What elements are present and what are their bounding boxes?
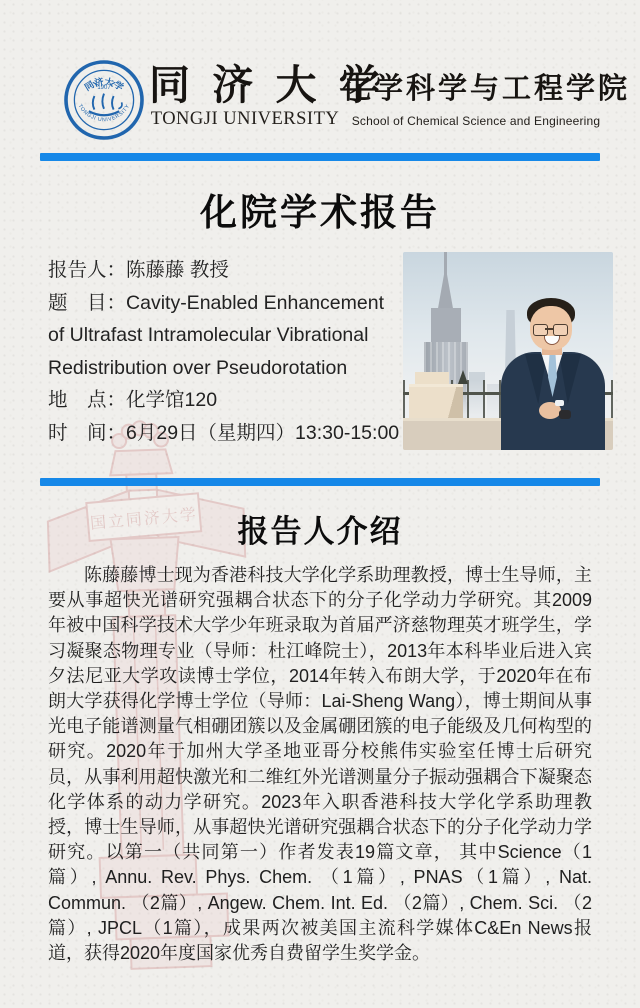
time-line: [48, 417, 400, 450]
venue-value: 化学馆120: [126, 389, 218, 411]
university-name-cn: 同 济 大 学: [149, 62, 386, 108]
watermark-sign-text: 国立同济大学: [89, 506, 199, 533]
wrist-watch: [559, 410, 571, 419]
shirt-cuff: [555, 400, 564, 406]
section-divider: [40, 478, 600, 486]
topic-line-2: of Ultrafast Intramolecular Vibrational: [48, 324, 369, 346]
glasses-lens: [553, 324, 568, 336]
topic-text-1: Cavity-Enabled Enhancement: [126, 291, 385, 314]
logo-cn-arc-text: 同济大学: [82, 76, 126, 93]
school-block: [342, 66, 631, 128]
glasses-lens: [533, 324, 548, 336]
page-title: 化院学术报告: [200, 192, 440, 233]
logo-year-text: 1907: [97, 84, 111, 91]
speaker-name: 陈藤藤 教授: [126, 259, 229, 281]
school-name-en: School of Chemical Science and Engineering: [351, 114, 601, 128]
tongji-seal-logo: [64, 60, 144, 140]
speaker-label: 报告人：: [48, 259, 127, 281]
venue-label: 地 点：: [48, 389, 127, 411]
venue-line: [48, 384, 400, 417]
speaker-photo: [403, 252, 613, 450]
section-heading: 报告人介绍: [237, 514, 403, 549]
top-divider: [40, 153, 600, 161]
time-label: 时 间：: [48, 421, 127, 444]
topic-line-1: [48, 287, 400, 320]
logo-dragon-boat-glyph: [89, 94, 122, 116]
glasses-bridge: [545, 328, 554, 330]
university-block: [149, 62, 386, 130]
topic-label: 题 目：: [48, 291, 127, 314]
logo-en-arc-text: TONGJI UNIVERSITY: [76, 103, 132, 124]
empire-state-upper: [431, 308, 461, 346]
speaker-line: [48, 254, 400, 287]
fence-finial: [458, 370, 468, 384]
seminar-info: [48, 254, 400, 449]
speaker-bio: 陈藤藤博士现为香港科技大学化学系助理教授，博士生导师，主要从事超快光谱研究强耦合状态下的分子化学动力学研究。其2009年被中国科学技术大学少年班录取为首届严济慈物理英才班学生，学习凝聚态物理专业（导师：杜江峰院士），2013年本科毕业后进入宾夕法尼亚大学攻读博士学位，2014年转入布朗大学，于2020年在布朗大学获得化学博士学位（导师：Lai-Sheng Wang），博士期间从事光电子能谱测量气相硼团簇以及金属硼团簇的电子能级及几何构型的研究。2020年于加州大学圣地亚哥分校熊伟实验室任博士后研究员，从事利用超快激光和二维红外光谱测量分子振动强耦合下凝聚态化学体系的动力学研究。2023年入职香港科技大学化学系助理教授，博士生导师，从事超快光谱研究强耦合状态下的分子化学动力学研究。以第一（共同第一）作者发表19篇文章， 其中Science（1篇）, Annu. Rev. Phys. Chem. （1篇）, PNAS（1篇）, Nat. Commun. （2篇）, Angew. Chem. Int. Ed. （2篇）, Chem. Sci. （2篇）, JPCL（1篇），成果两次被美国主流科学媒体C&En News报道，获得2020年度国家优秀自费留学生奖学金。: [48, 565, 592, 964]
time-value: 6月29日（星期四）13:30-15:00: [126, 421, 400, 444]
school-name-cn: 化学科学与工程学院: [342, 73, 631, 105]
university-name-en: TONGJI UNIVERSITY: [150, 109, 340, 129]
topic-line-3: Redistribution over Pseudorotation: [48, 356, 348, 379]
